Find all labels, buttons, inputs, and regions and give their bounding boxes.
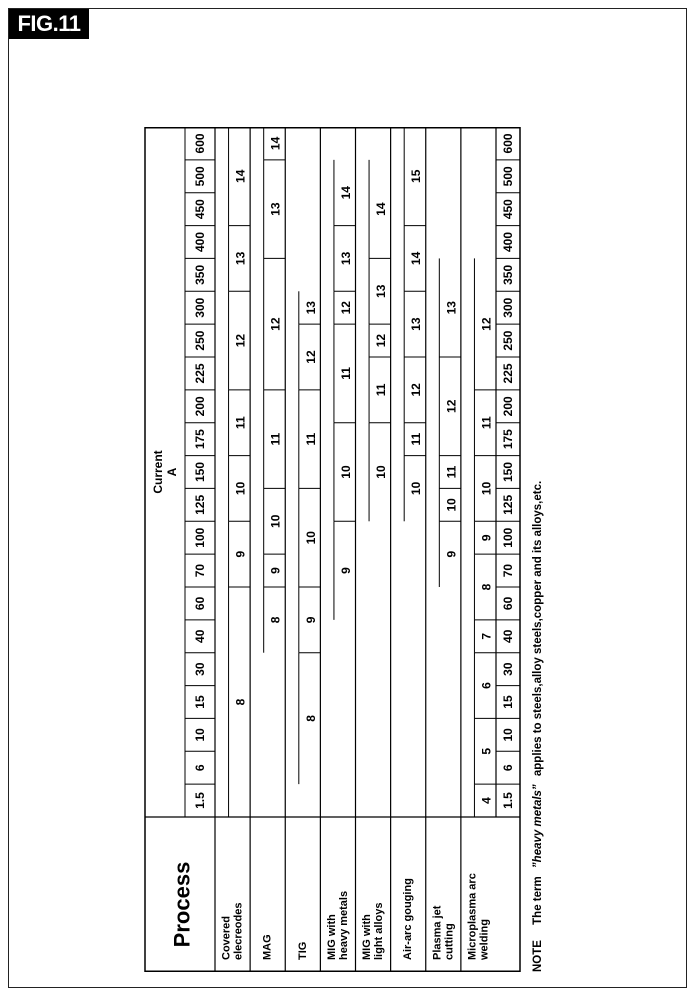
shade-number: 10	[268, 514, 283, 528]
current-value-footer: 175	[501, 429, 515, 450]
process-name: elecreodes	[232, 902, 245, 960]
shade-number: 12	[268, 317, 283, 331]
shade-number: 15	[409, 169, 424, 183]
process-name: Plasma jet	[431, 905, 444, 960]
shade-number: 14	[374, 202, 389, 216]
current-value-header: 30	[193, 662, 207, 676]
process-name: welding	[478, 919, 491, 960]
shade-number: 11	[268, 432, 283, 446]
shade-number: 8	[303, 715, 318, 722]
shade-number: 10	[233, 481, 248, 496]
shade-number: 10	[303, 531, 318, 545]
current-unit: A	[165, 467, 179, 477]
note-prefix: NOTE	[532, 940, 544, 972]
rotated-table-container	[140, 127, 567, 972]
current-value-header: 250	[193, 330, 207, 351]
current-value-footer: 450	[501, 199, 515, 220]
shade-number: 13	[303, 301, 318, 315]
shade-number: 9	[479, 534, 494, 542]
current-heading: Current	[151, 450, 165, 494]
table-border	[145, 128, 520, 972]
shade-number: 9	[444, 550, 459, 558]
shade-number: 13	[338, 251, 353, 266]
shade-number: 14	[409, 251, 424, 266]
shade-number: 11	[374, 383, 389, 397]
current-value-header: 100	[193, 527, 207, 548]
shade-number: 6	[479, 682, 494, 689]
shade-number: 8	[479, 583, 494, 591]
process-heading: Process	[169, 861, 195, 948]
shade-number: 7	[479, 632, 494, 640]
shade-number: 12	[444, 399, 459, 413]
current-value-header: 70	[193, 563, 207, 578]
current-value-header: 10	[193, 728, 207, 742]
process-name: MIG with	[325, 914, 338, 960]
shade-number: 11	[409, 432, 424, 446]
figure-label: FIG.11	[9, 9, 89, 39]
process-name: heavy metals	[337, 890, 350, 960]
current-value-footer: 250	[501, 330, 515, 351]
current-value-footer: 30	[501, 662, 515, 676]
shade-number: 14	[268, 136, 283, 151]
current-value-header: 6	[193, 764, 207, 772]
shade-number: 9	[268, 567, 283, 574]
process-current-table	[140, 127, 567, 972]
note-text-after: applies to steels,alloy steels,copper and its alloys,etc.	[532, 480, 544, 777]
shade-number: 9	[338, 567, 353, 574]
note-text-before: The term	[532, 876, 544, 925]
shade-number: 13	[409, 317, 424, 331]
table-note	[532, 127, 562, 972]
shade-number: 11	[303, 432, 318, 446]
current-value-header: 125	[193, 494, 207, 515]
current-value-header: 175	[193, 429, 207, 450]
shade-number: 12	[303, 350, 318, 364]
shade-number: 8	[233, 698, 248, 706]
process-name: Air-arc gouging	[402, 878, 415, 960]
shade-number: 10	[374, 465, 389, 479]
current-value-header: 40	[193, 629, 207, 643]
current-value-footer: 60	[501, 596, 515, 611]
shade-number: 14	[338, 186, 353, 200]
current-value-footer: 600	[501, 133, 515, 154]
shade-number: 13	[374, 284, 389, 298]
process-name: Microplasma arc	[466, 873, 479, 960]
process-name: cutting	[443, 923, 456, 960]
shade-number: 13	[268, 202, 283, 216]
current-value-header: 600	[193, 133, 207, 154]
process-name: Covered	[220, 915, 233, 960]
current-value-header: 200	[193, 396, 207, 417]
shade-number: 12	[479, 317, 494, 331]
shade-number: 8	[268, 616, 283, 624]
current-value-footer: 300	[501, 297, 515, 318]
current-value-header: 60	[193, 596, 207, 611]
note-quoted-term: ”heavy metals”	[532, 784, 544, 869]
shade-number: 14	[233, 169, 248, 183]
current-value-footer: 200	[501, 396, 515, 417]
shade-number: 10	[338, 465, 353, 479]
current-value-header: 1.5	[193, 792, 207, 809]
current-value-header: 15	[193, 695, 207, 709]
shade-number: 12	[409, 383, 424, 397]
process-name: MAG	[261, 934, 274, 960]
shade-number: 12	[233, 333, 248, 348]
shade-number: 10	[444, 498, 459, 512]
current-value-footer: 225	[501, 363, 515, 384]
current-value-header: 400	[193, 231, 207, 253]
shade-number: 4	[479, 797, 494, 804]
current-value-header: 150	[193, 461, 207, 483]
process-name: TIG	[296, 941, 309, 960]
current-value-footer: 125	[501, 494, 515, 515]
current-value-footer: 6	[501, 764, 515, 772]
process-name: MIG with	[361, 914, 374, 960]
current-value-header: 350	[193, 264, 207, 285]
current-value-footer: 1.5	[501, 792, 515, 809]
shade-number: 12	[338, 301, 353, 315]
shade-number: 10	[479, 481, 494, 496]
shade-number: 13	[233, 251, 248, 266]
shade-number: 11	[338, 367, 353, 380]
current-value-footer: 500	[501, 166, 515, 187]
shade-number: 11	[233, 416, 248, 430]
process-name: light alloys	[373, 902, 386, 960]
shade-number: 9	[303, 616, 318, 624]
current-value-footer: 350	[501, 264, 515, 285]
shade-number: 10	[409, 481, 424, 496]
shade-number: 12	[374, 333, 389, 348]
shade-number: 9	[233, 550, 248, 558]
current-value-footer: 400	[501, 231, 515, 253]
shade-number: 11	[444, 465, 459, 479]
shade-number: 5	[479, 747, 494, 755]
current-value-header: 225	[193, 363, 207, 384]
current-value-header: 450	[193, 199, 207, 220]
current-value-footer: 70	[501, 563, 515, 578]
current-value-footer: 100	[501, 527, 515, 548]
shade-number: 13	[444, 301, 459, 315]
current-value-header: 500	[193, 166, 207, 187]
current-value-header: 300	[193, 297, 207, 318]
shade-number: 11	[479, 416, 494, 430]
current-value-footer: 150	[501, 461, 515, 483]
current-value-footer: 10	[501, 728, 515, 742]
current-value-footer: 40	[501, 629, 515, 643]
current-value-footer: 15	[501, 695, 515, 709]
